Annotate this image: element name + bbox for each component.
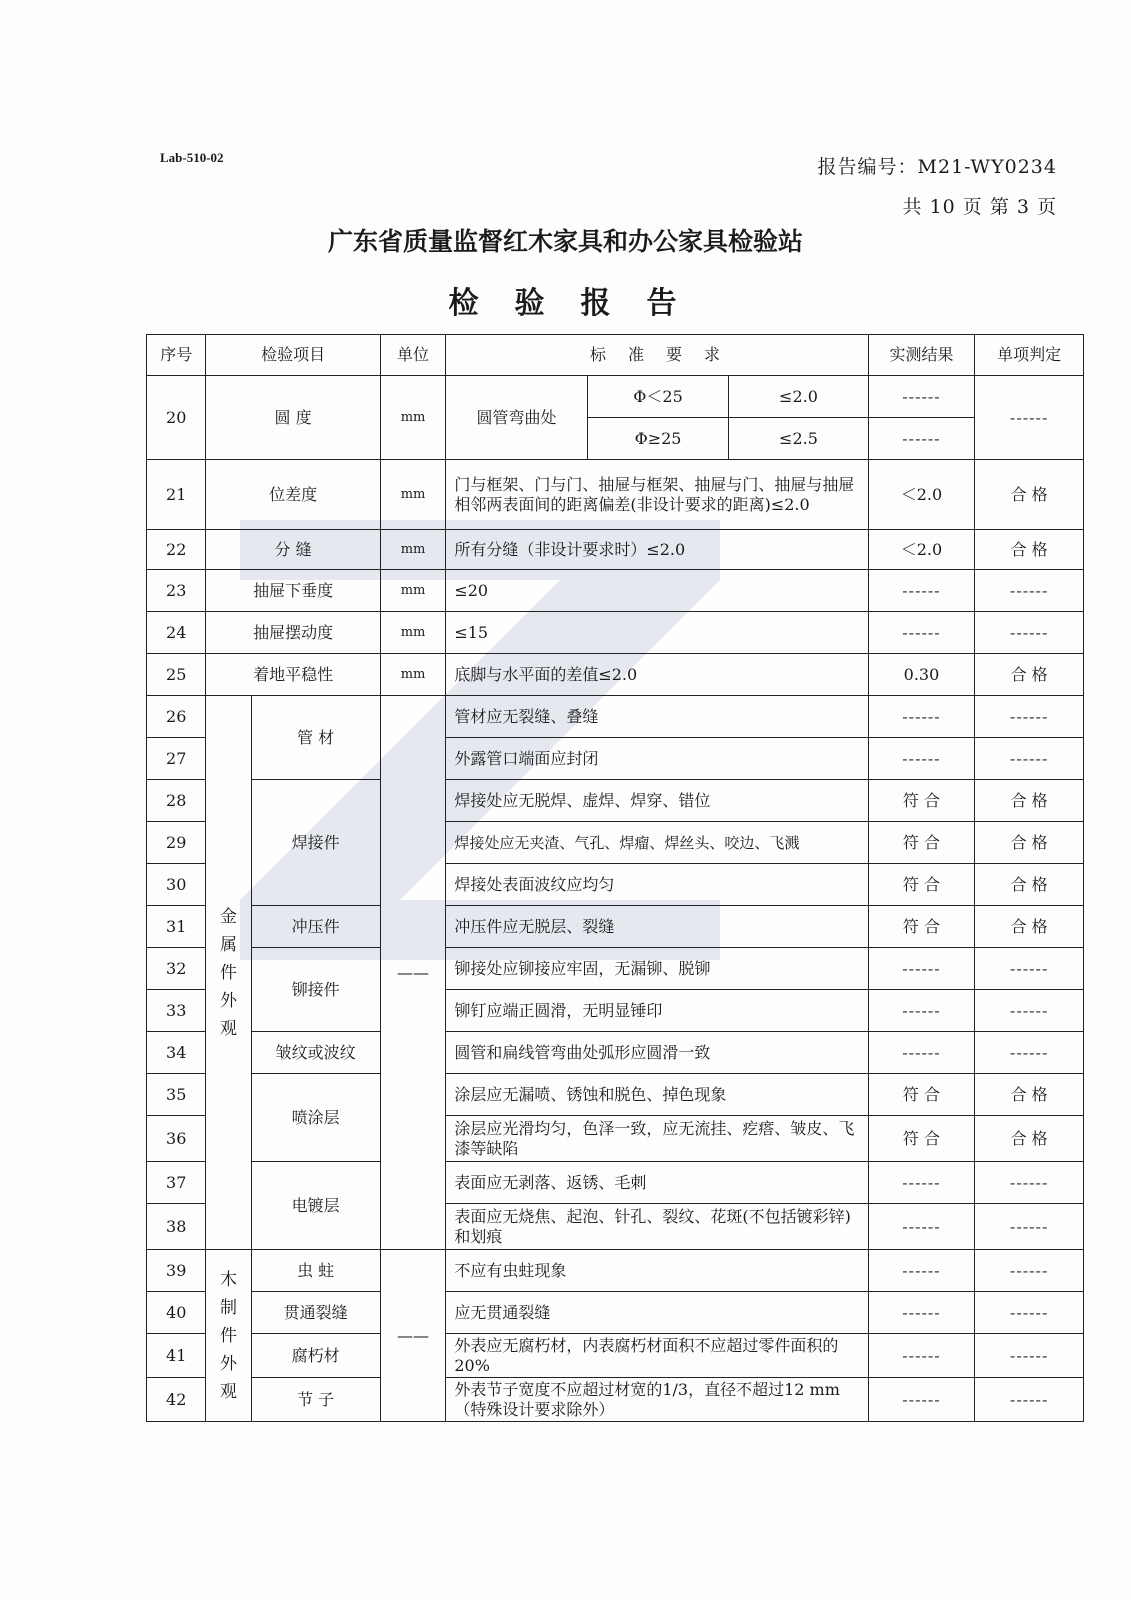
row-judgement: ------ (975, 1162, 1084, 1204)
row-requirement-label: 圆管弯曲处 (446, 376, 587, 460)
table-row (147, 1250, 1084, 1292)
row-judgement: 合 格 (975, 460, 1084, 530)
row-number: 27 (147, 738, 206, 780)
row-requirement: 涂层应无漏喷、锈蚀和脱色、掉色现象 (446, 1074, 868, 1116)
inspection-table (146, 334, 1084, 1422)
limit-cell: ≤2.5 (729, 418, 868, 460)
row-number: 22 (147, 530, 206, 570)
row-requirement: 铆接处应铆接应牢固，无漏铆、脱铆 (446, 948, 868, 990)
row-unit: —— (380, 1250, 446, 1422)
table-row (147, 696, 1084, 738)
table-row (147, 1292, 1084, 1334)
sub-item: 电镀层 (251, 1162, 380, 1250)
row-result: 符 合 (868, 780, 975, 822)
row-result: ------ (868, 696, 975, 738)
report-title: 检验报告 (448, 286, 713, 321)
row-number: 35 (147, 1074, 206, 1116)
row-judgement: ------ (975, 1334, 1084, 1378)
row-result: ------ (868, 418, 975, 460)
row-judgement: ------ (975, 948, 1084, 990)
row-judgement: 合 格 (975, 1116, 1084, 1162)
table-row (147, 530, 1084, 570)
row-result: ------ (868, 1032, 975, 1074)
header-unit: 单位 (380, 335, 446, 376)
condition-cell: Φ≥25 (587, 418, 728, 460)
row-judgement: ------ (975, 1292, 1084, 1334)
institution-name: 广东省质量监督红木家具和办公家具检验站 (327, 227, 803, 256)
row-unit: mm (380, 570, 446, 612)
row-judgement: 合 格 (975, 530, 1084, 570)
row-item: 圆 度 (206, 376, 380, 460)
row-judgement: ------ (975, 696, 1084, 738)
table-row (147, 612, 1084, 654)
group-metal-text: 金属件外观 (220, 906, 237, 1039)
row-unit: mm (380, 612, 446, 654)
row-requirement: 底脚与水平面的差值≤2.0 (446, 654, 868, 696)
row-result: ------ (868, 1334, 975, 1378)
row-result: ------ (868, 1378, 975, 1422)
header-seq: 序号 (147, 335, 206, 376)
row-result: ------ (868, 1292, 975, 1334)
report-number: 报告编号：M21-WY0234 (817, 156, 1057, 178)
header-judgement: 单项判定 (975, 335, 1084, 376)
sub-item: 腐朽材 (251, 1334, 380, 1378)
sub-item: 铆接件 (251, 948, 380, 1032)
row-result: ------ (868, 1250, 975, 1292)
row-number: 31 (147, 906, 206, 948)
row-number: 25 (147, 654, 206, 696)
row-requirement: 焊接处应无脱焊、虚焊、焊穿、错位 (446, 780, 868, 822)
row-result: ------ (868, 376, 975, 418)
row-result: ＜2.0 (868, 530, 975, 570)
row-judgement: ------ (975, 1250, 1084, 1292)
row-number: 40 (147, 1292, 206, 1334)
row-judgement: ------ (975, 570, 1084, 612)
row-judgement: ------ (975, 1378, 1084, 1422)
row-item: 分 缝 (206, 530, 380, 570)
row-number: 29 (147, 822, 206, 864)
row-result: ------ (868, 990, 975, 1032)
row-item: 抽屉摆动度 (206, 612, 380, 654)
row-judgement: 合 格 (975, 654, 1084, 696)
row-number: 23 (147, 570, 206, 612)
row-requirement: 冲压件应无脱层、裂缝 (446, 906, 868, 948)
sub-item: 管 材 (251, 696, 380, 780)
row-result: 符 合 (868, 906, 975, 948)
row-requirement: 表面应无烧焦、起泡、针孔、裂纹、花斑(不包括镀彩锌)和划痕 (446, 1204, 868, 1250)
row-judgement: 合 格 (975, 1074, 1084, 1116)
row-judgement: 合 格 (975, 864, 1084, 906)
row-requirement: ≤15 (446, 612, 868, 654)
table-row (147, 1334, 1084, 1378)
condition-cell: Φ＜25 (587, 376, 728, 418)
group-label-metal (206, 696, 251, 1250)
table-row (147, 570, 1084, 612)
row-number: 21 (147, 460, 206, 530)
row-number: 41 (147, 1334, 206, 1378)
table-row (147, 1032, 1084, 1074)
row-number: 28 (147, 780, 206, 822)
row-number: 34 (147, 1032, 206, 1074)
row-result: ------ (868, 1204, 975, 1250)
sub-item: 焊接件 (251, 780, 380, 906)
table-row (147, 948, 1084, 990)
row-requirement: ≤20 (446, 570, 868, 612)
header-standard: 标准要求 (446, 335, 868, 376)
row-unit: mm (380, 460, 446, 530)
row-number: 20 (147, 376, 206, 460)
row-judgement: ------ (975, 376, 1084, 460)
sub-item: 皱纹或波纹 (251, 1032, 380, 1074)
row-result: ------ (868, 612, 975, 654)
row-judgement: 合 格 (975, 906, 1084, 948)
row-requirement: 外表应无腐朽材，内表腐朽材面积不应超过零件面积的20% (446, 1334, 868, 1378)
row-judgement: ------ (975, 612, 1084, 654)
sub-item: 贯通裂缝 (251, 1292, 380, 1334)
row-number: 26 (147, 696, 206, 738)
sub-item: 虫 蛀 (251, 1250, 380, 1292)
header-result: 实测结果 (868, 335, 975, 376)
row-judgement: 合 格 (975, 780, 1084, 822)
sub-item: 喷涂层 (251, 1074, 380, 1162)
row-requirement: 管材应无裂缝、叠缝 (446, 696, 868, 738)
row-result: ------ (868, 1162, 975, 1204)
row-number: 42 (147, 1378, 206, 1422)
row-item: 位差度 (206, 460, 380, 530)
row-result: ------ (868, 738, 975, 780)
table-row (147, 376, 1084, 418)
row-judgement: ------ (975, 990, 1084, 1032)
document-id: Lab-510-02 (160, 150, 224, 165)
table-row (147, 780, 1084, 822)
row-result: 符 合 (868, 1116, 975, 1162)
row-unit: mm (380, 654, 446, 696)
row-judgement: ------ (975, 1204, 1084, 1250)
page-info: 共 10 页 第 3 页 (902, 196, 1057, 218)
row-requirement: 外露管口端面应封闭 (446, 738, 868, 780)
row-number: 36 (147, 1116, 206, 1162)
row-result: 符 合 (868, 822, 975, 864)
row-requirement: 应无贯通裂缝 (446, 1292, 868, 1334)
row-number: 37 (147, 1162, 206, 1204)
table-header-row (147, 335, 1084, 376)
row-judgement: ------ (975, 1032, 1084, 1074)
row-result: ------ (868, 948, 975, 990)
row-unit: —— (380, 696, 446, 1250)
row-requirement: 焊接处表面波纹应均匀 (446, 864, 868, 906)
table-row (147, 1074, 1084, 1116)
table-row (147, 1162, 1084, 1204)
limit-cell: ≤2.0 (729, 376, 868, 418)
row-result: 符 合 (868, 1074, 975, 1116)
row-requirement: 涂层应光滑均匀，色泽一致，应无流挂、疙瘩、皱皮、飞漆等缺陷 (446, 1116, 868, 1162)
table-row (147, 654, 1084, 696)
group-label-wood (206, 1250, 251, 1422)
row-requirement: 门与框架、门与门、抽屉与框架、抽屉与门、抽屉与抽屉相邻两表面间的距离偏差(非设计要求的距离)≤2.0 (446, 460, 868, 530)
row-item: 着地平稳性 (206, 654, 380, 696)
row-unit: mm (380, 376, 446, 460)
row-unit: mm (380, 530, 446, 570)
row-number: 38 (147, 1204, 206, 1250)
row-number: 30 (147, 864, 206, 906)
row-result: 符 合 (868, 864, 975, 906)
header-item: 检验项目 (206, 335, 380, 376)
sub-item: 节 子 (251, 1378, 380, 1422)
sub-item: 冲压件 (251, 906, 380, 948)
row-number: 33 (147, 990, 206, 1032)
row-requirement: 外表节子宽度不应超过材宽的1/3，直径不超过12 mm（特殊设计要求除外） (446, 1378, 868, 1422)
row-number: 39 (147, 1250, 206, 1292)
row-requirement: 铆钉应端正圆滑，无明显锤印 (446, 990, 868, 1032)
row-requirement: 不应有虫蛀现象 (446, 1250, 868, 1292)
row-number: 32 (147, 948, 206, 990)
row-result: ＜2.0 (868, 460, 975, 530)
row-item: 抽屉下垂度 (206, 570, 380, 612)
row-judgement: 合 格 (975, 822, 1084, 864)
table-row (147, 1378, 1084, 1422)
table-row (147, 906, 1084, 948)
row-result: 0.30 (868, 654, 975, 696)
row-requirement: 圆管和扁线管弯曲处弧形应圆滑一致 (446, 1032, 868, 1074)
row-requirement: 表面应无剥落、返锈、毛刺 (446, 1162, 868, 1204)
group-wood-text: 木制件外观 (220, 1269, 237, 1402)
row-judgement: ------ (975, 738, 1084, 780)
row-number: 24 (147, 612, 206, 654)
row-requirement: 焊接处应无夹渣、气孔、焊瘤、焊丝头、咬边、飞溅 (446, 822, 868, 864)
table-row (147, 460, 1084, 530)
row-requirement: 所有分缝（非设计要求时）≤2.0 (446, 530, 868, 570)
row-result: ------ (868, 570, 975, 612)
